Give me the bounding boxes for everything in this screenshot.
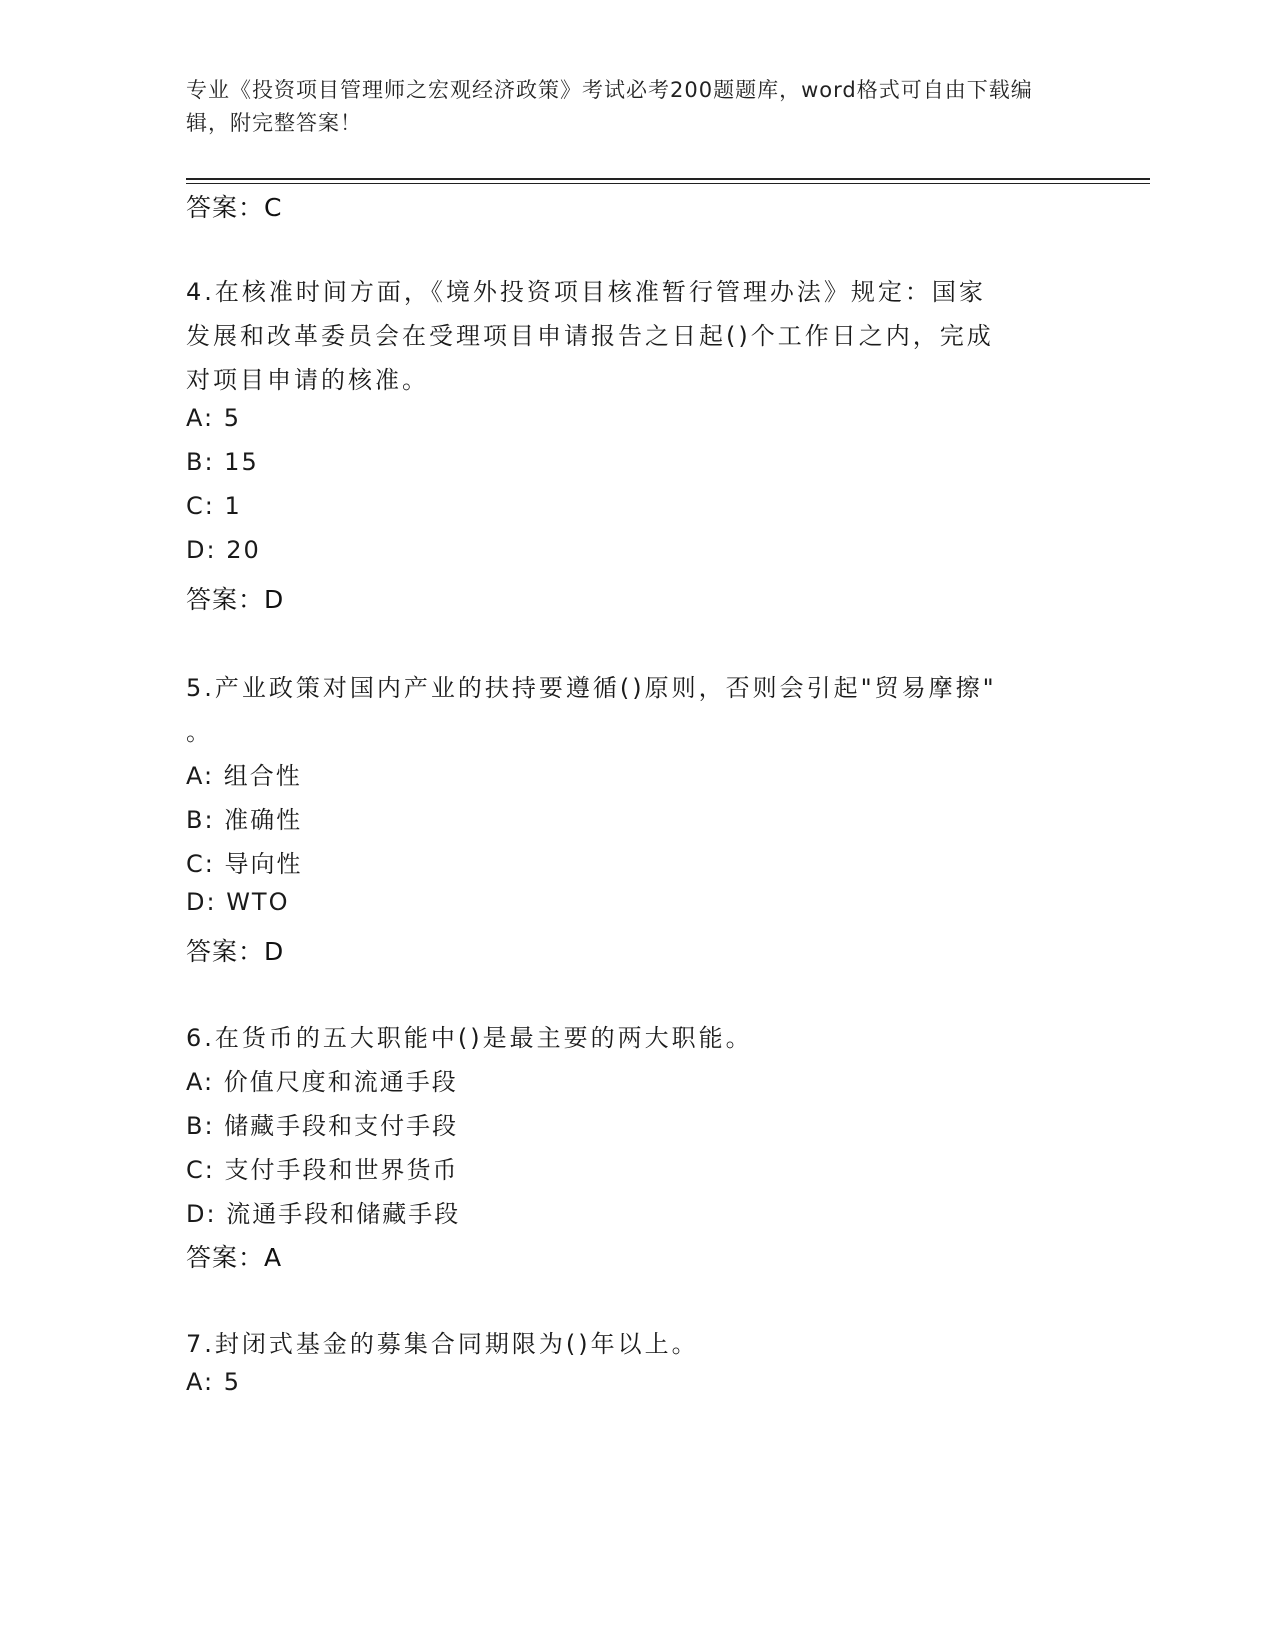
option-d: D: 20 <box>186 536 261 564</box>
option-b: B: 准确性 <box>186 806 303 834</box>
option-a: A: 5 <box>186 404 241 432</box>
answer-line: 答案：D <box>186 937 285 966</box>
question-stem: 4.在核准时间方面，《境外投资项目核准暂行管理办法》规定：国家 <box>186 278 986 306</box>
document-header: 专业《投资项目管理师之宏观经济政策》考试必考200题题库，word格式可自由下载编辑，附完整答案！ <box>186 78 1033 135</box>
option-c: C: 支付手段和世界货币 <box>186 1156 459 1184</box>
option-d: D: WTO <box>186 888 290 916</box>
question-stem: 7.封闭式基金的募集合同期限为()年以上。 <box>186 1330 699 1358</box>
question-stem: 发展和改革委员会在受理项目申请报告之日起()个工作日之内，完成 <box>186 322 994 350</box>
option-b: B: 储藏手段和支付手段 <box>186 1112 459 1140</box>
answer-line: 答案：A <box>186 1243 283 1272</box>
option-a: A: 5 <box>186 1368 241 1396</box>
answer-line: 答案：D <box>186 585 285 614</box>
header-rule-thin <box>186 183 1150 184</box>
question-stem: 。 <box>186 718 213 746</box>
option-c: C: 导向性 <box>186 850 303 878</box>
question-stem: 对项目申请的核准。 <box>186 366 429 394</box>
question-stem: 6.在货币的五大职能中()是最主要的两大职能。 <box>186 1024 753 1052</box>
option-c: C: 1 <box>186 492 242 520</box>
option-b: B: 15 <box>186 448 259 476</box>
option-d: D: 流通手段和储藏手段 <box>186 1200 461 1228</box>
option-a: A: 组合性 <box>186 762 302 790</box>
question-stem: 5.产业政策对国内产业的扶持要遵循()原则，否则会引起"贸易摩擦" <box>186 674 997 702</box>
option-a: A: 价值尺度和流通手段 <box>186 1068 458 1096</box>
header-rule <box>186 178 1150 180</box>
answer-line: 答案：C <box>186 193 283 222</box>
